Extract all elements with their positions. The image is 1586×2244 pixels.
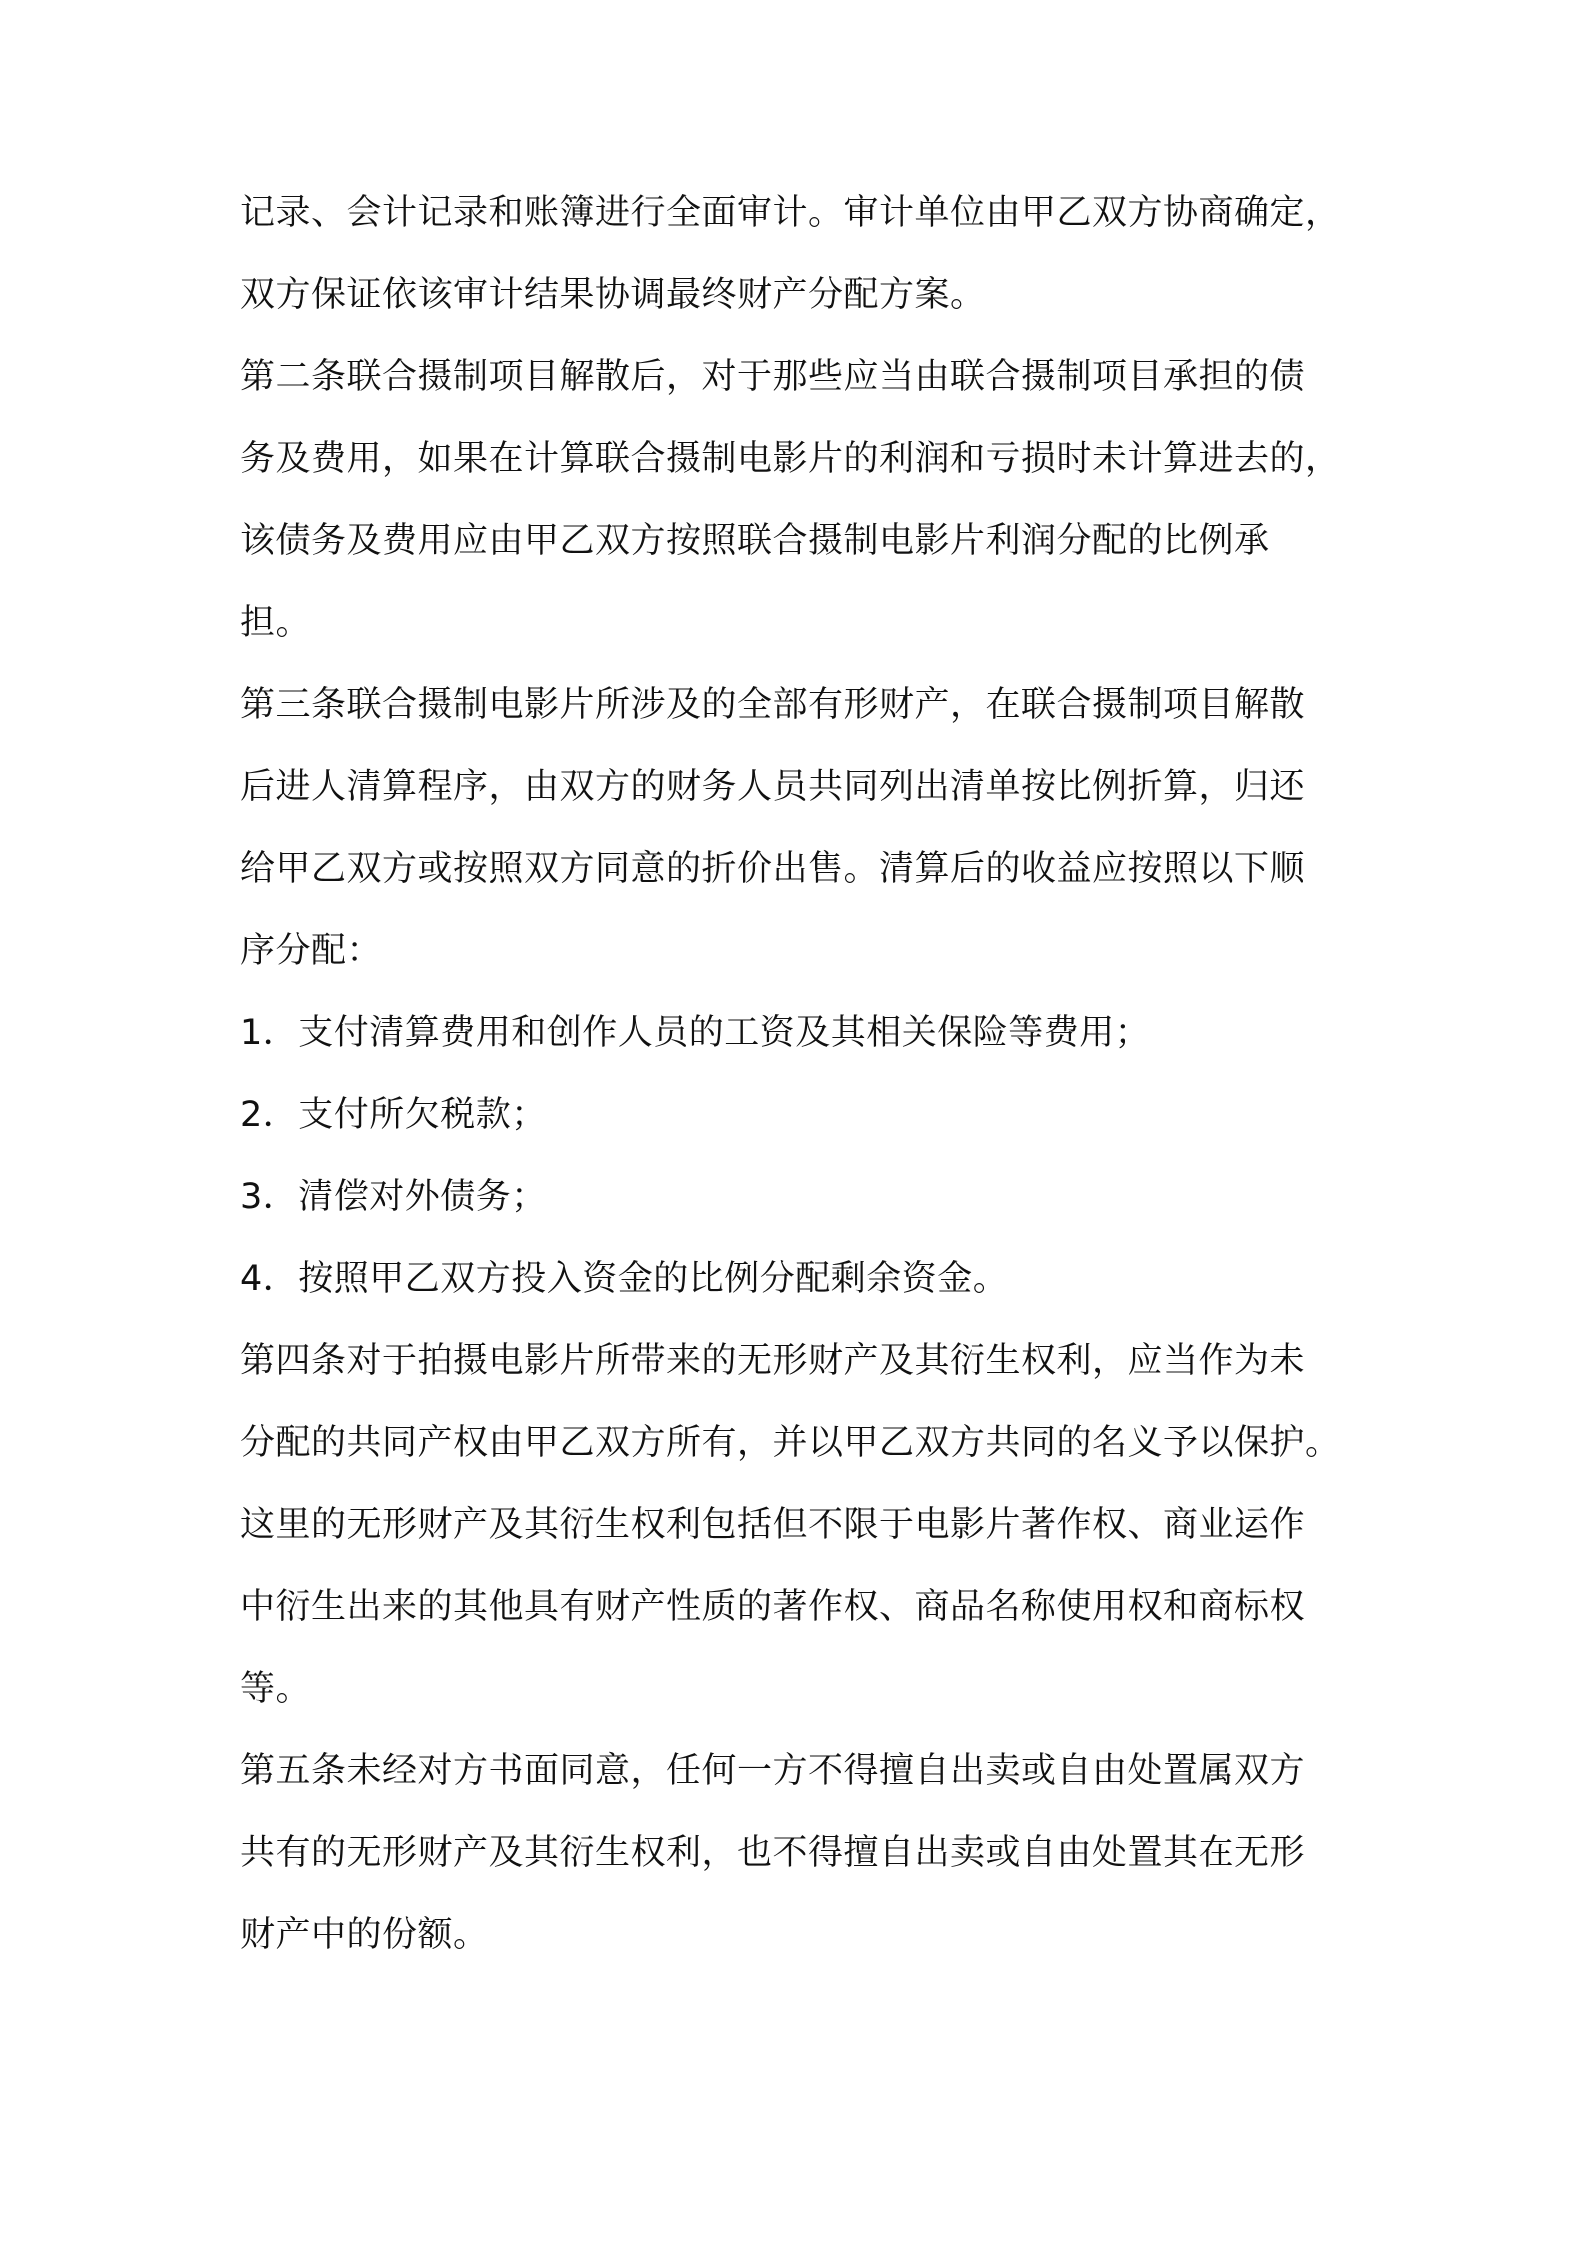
text-line: 第三条联合摄制电影片所涉及的全部有形财产，在联合摄制项目解散 <box>240 685 1306 725</box>
text-line: 第五条未经对方书面同意，任何一方不得擅自出卖或自由处置属双方 <box>240 1751 1306 1791</box>
list-item: 4．按照甲乙双方投入资金的比例分配剩余资金。 <box>240 1259 1009 1299</box>
list-item: 2．支付所欠税款； <box>240 1095 547 1135</box>
text-line: 第二条联合摄制项目解散后，对于那些应当由联合摄制项目承担的债 <box>240 357 1306 397</box>
text-line: 中衍生出来的其他具有财产性质的著作权、商品名称使用权和商标权 <box>240 1587 1306 1627</box>
text-line: 后进人清算程序，由双方的财务人员共同列出清单按比例折算，归还 <box>240 767 1306 807</box>
text-line: 财产中的份额。 <box>240 1915 489 1955</box>
text-line: 这里的无形财产及其衍生权利包括但不限于电影片著作权、商业运作 <box>240 1505 1306 1545</box>
text-line: 担。 <box>240 603 312 643</box>
text-line: 序分配： <box>240 931 383 971</box>
text-line: 该债务及费用应由甲乙双方按照联合摄制电影片利润分配的比例承 <box>240 521 1270 561</box>
text-line: 等。 <box>240 1669 312 1709</box>
text-line: 共有的无形财产及其衍生权利，也不得擅自出卖或自由处置其在无形 <box>240 1833 1306 1873</box>
text-line: 分配的共同产权由甲乙双方所有，并以甲乙双方共同的名义予以保护。 <box>240 1423 1341 1463</box>
text-line: 务及费用，如果在计算联合摄制电影片的利润和亏损时未计算进去的， <box>240 439 1341 479</box>
document-body <box>240 190 1350 1994</box>
text-line: 第四条对于拍摄电影片所带来的无形财产及其衍生权利，应当作为未 <box>240 1341 1306 1381</box>
text-line: 记录、会计记录和账簿进行全面审计。审计单位由甲乙双方协商确定， <box>240 193 1341 233</box>
text-line: 双方保证依该审计结果协调最终财产分配方案。 <box>240 275 986 315</box>
list-item: 1．支付清算费用和创作人员的工资及其相关保险等费用； <box>240 1013 1151 1053</box>
list-item: 3．清偿对外债务； <box>240 1177 547 1217</box>
text-line: 给甲乙双方或按照双方同意的折价出售。清算后的收益应按照以下顺 <box>240 849 1306 889</box>
